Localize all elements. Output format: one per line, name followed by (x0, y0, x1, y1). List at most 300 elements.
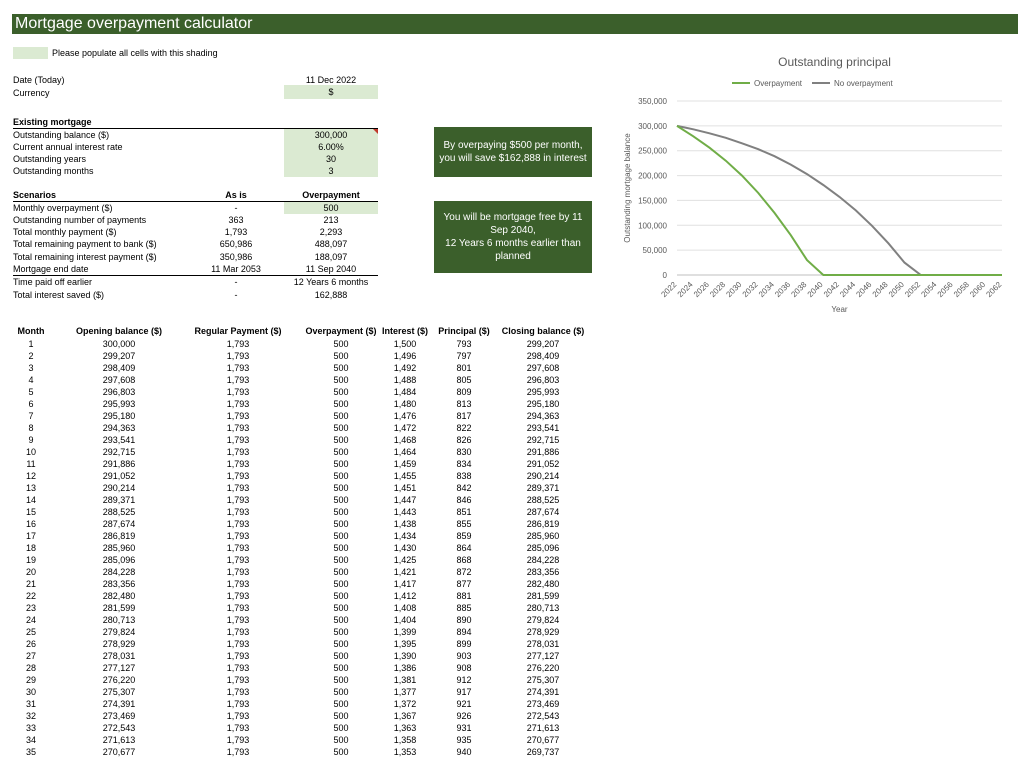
scenario-row (13, 214, 378, 226)
x-tick-label: 2054 (919, 280, 939, 299)
scenario-over: 162,888 (314, 290, 348, 300)
cell-overpayment: 500 (333, 567, 349, 577)
outstanding-months-input[interactable]: 3 (284, 165, 378, 177)
cell-principal: 935 (456, 735, 472, 745)
cell-month: 13 (25, 483, 36, 493)
cell-interest: 1,459 (393, 459, 417, 469)
cell-overpayment: 500 (333, 351, 349, 361)
x-tick-label: 2034 (756, 280, 776, 299)
savings-summary-box: By overpaying $500 per month, you will save $162,888 in interest (434, 127, 592, 177)
cell-month: 28 (25, 663, 36, 673)
amortization-table (13, 338, 613, 765)
col-overpayment-header: Overpayment (302, 190, 360, 200)
cell-overpayment: 500 (333, 639, 349, 649)
legend-label: Overpayment (754, 79, 803, 88)
cell-month: 19 (25, 555, 36, 565)
table-row (13, 482, 613, 494)
cell-principal: 864 (456, 543, 472, 553)
cell-opening-balance: 274,391 (102, 699, 136, 709)
x-tick-label: 2062 (984, 280, 1004, 299)
x-tick-label: 2046 (854, 280, 874, 299)
cell-closing-balance: 291,886 (526, 447, 560, 457)
currency-row (13, 87, 378, 99)
scenario-over: 11 Sep 2040 (305, 264, 357, 274)
cell-regular-payment: 1,793 (226, 351, 250, 361)
scenario-asis: 350,986 (219, 252, 253, 262)
cell-closing-balance: 269,737 (526, 747, 560, 757)
cell-principal: 834 (456, 459, 472, 469)
cell-principal: 917 (456, 687, 472, 697)
cell-principal: 931 (456, 723, 472, 733)
cell-closing-balance: 293,541 (526, 423, 560, 433)
cell-opening-balance: 291,886 (102, 459, 136, 469)
cell-month: 15 (25, 507, 36, 517)
cell-closing-balance: 272,543 (526, 711, 560, 721)
cell-regular-payment: 1,793 (226, 507, 250, 517)
table-row (13, 458, 613, 470)
cell-interest: 1,447 (393, 495, 417, 505)
cell-month: 25 (25, 627, 36, 637)
y-axis-title: Outstanding mortgage balance (623, 133, 632, 243)
cell-principal: 894 (456, 627, 472, 637)
cell-overpayment: 500 (333, 747, 349, 757)
header-month: Month (17, 326, 45, 336)
table-row (13, 638, 613, 650)
cell-interest: 1,468 (393, 435, 417, 445)
cell-regular-payment: 1,793 (226, 579, 250, 589)
cell-closing-balance: 285,960 (526, 531, 560, 541)
col-asis-header: As is (225, 190, 247, 200)
currency-input[interactable]: $ (284, 85, 378, 99)
cell-interest: 1,386 (393, 663, 417, 673)
cell-principal: 921 (456, 699, 472, 709)
cell-principal: 877 (456, 579, 472, 589)
cell-principal: 926 (456, 711, 472, 721)
interest-rate-input[interactable]: 6.00% (284, 141, 378, 153)
date-value[interactable]: 11 Dec 2022 (305, 75, 357, 85)
cell-opening-balance: 278,031 (102, 651, 136, 661)
cell-interest: 1,381 (393, 675, 417, 685)
header-opening-balance: Opening balance ($) (75, 326, 162, 336)
cell-principal: 890 (456, 615, 472, 625)
scenario-label: Total monthly payment ($) (13, 227, 117, 237)
cell-month: 11 (26, 459, 36, 469)
cell-month: 16 (25, 519, 36, 529)
table-row (13, 398, 613, 410)
cell-overpayment: 500 (333, 687, 349, 697)
page-title: Mortgage overpayment calculator (12, 14, 1018, 34)
existing-row (13, 153, 378, 165)
chart-title: Outstanding principal (778, 55, 891, 69)
cell-overpayment: 500 (333, 531, 349, 541)
scenario-label: Total interest saved ($) (13, 290, 105, 300)
date-label: Date (Today) (13, 75, 65, 85)
cell-closing-balance: 281,599 (526, 591, 560, 601)
x-tick-label: 2042 (821, 280, 841, 299)
scenario-label: Outstanding number of payments (13, 215, 147, 225)
cell-regular-payment: 1,793 (226, 519, 250, 529)
cell-closing-balance: 298,409 (526, 351, 560, 361)
cell-month: 32 (25, 711, 36, 721)
cell-month: 23 (25, 603, 36, 613)
cell-overpayment: 500 (333, 543, 349, 553)
cell-regular-payment: 1,793 (226, 423, 250, 433)
table-row (13, 578, 613, 590)
table-row (13, 410, 613, 422)
cell-month: 26 (25, 639, 36, 649)
table-row (13, 698, 613, 710)
x-tick-label: 2030 (724, 280, 744, 299)
cell-opening-balance: 288,525 (102, 507, 136, 517)
outstanding-principal-chart (620, 48, 1020, 318)
cell-month: 21 (25, 579, 36, 589)
cell-month: 35 (25, 747, 36, 757)
cell-opening-balance: 289,371 (102, 495, 136, 505)
input-shading-swatch (13, 47, 48, 59)
cell-month: 22 (25, 591, 36, 601)
cell-closing-balance: 270,677 (526, 735, 560, 745)
cell-overpayment: 500 (333, 735, 349, 745)
cell-overpayment: 500 (333, 495, 349, 505)
cell-interest: 1,408 (393, 603, 417, 613)
cell-opening-balance: 286,819 (102, 531, 136, 541)
header-closing-balance: Closing balance ($) (501, 326, 585, 336)
x-tick-label: 2040 (805, 280, 825, 299)
table-row (13, 506, 613, 518)
cell-overpayment: 500 (333, 471, 349, 481)
cell-principal: 859 (456, 531, 472, 541)
y-tick-label: 200,000 (638, 171, 667, 181)
cell-overpayment: 500 (333, 447, 349, 457)
cell-regular-payment: 1,793 (226, 567, 250, 577)
cell-regular-payment: 1,793 (226, 711, 250, 721)
cell-regular-payment: 1,793 (226, 639, 250, 649)
x-tick-label: 2056 (935, 280, 955, 299)
cell-closing-balance: 292,715 (526, 435, 560, 445)
cell-closing-balance: 289,371 (526, 483, 560, 493)
cell-opening-balance: 297,608 (102, 375, 136, 385)
x-tick-label: 2032 (740, 280, 760, 299)
cell-overpayment: 500 (333, 555, 349, 565)
cell-opening-balance: 293,541 (102, 435, 136, 445)
cell-month: 8 (28, 423, 34, 433)
cell-month: 34 (25, 735, 36, 745)
x-tick-label: 2052 (903, 280, 923, 299)
header-interest: Interest ($) (381, 326, 428, 336)
cell-overpayment: 500 (333, 339, 349, 349)
cell-principal: 830 (456, 447, 472, 457)
cell-principal: 872 (456, 567, 472, 577)
cell-overpayment: 500 (333, 399, 349, 409)
existing-row (13, 165, 378, 177)
x-tick-label: 2048 (870, 280, 890, 299)
cell-regular-payment: 1,793 (226, 603, 250, 613)
table-row (13, 614, 613, 626)
scenario-row (13, 263, 378, 276)
cell-month: 12 (25, 471, 36, 481)
cell-regular-payment: 1,793 (226, 747, 250, 757)
scenario-asis: 650,986 (219, 239, 253, 249)
cell-principal: 842 (456, 483, 472, 493)
cell-overpayment: 500 (333, 579, 349, 589)
cell-interest: 1,476 (393, 411, 417, 421)
scenario-label: Monthly overpayment ($) (13, 203, 113, 213)
legend-label: No overpayment (834, 79, 893, 88)
outstanding-years-input[interactable]: 30 (284, 153, 378, 165)
cell-principal: 801 (456, 363, 472, 373)
cell-interest: 1,367 (393, 711, 417, 721)
x-tick-label: 2058 (951, 280, 971, 299)
cell-regular-payment: 1,793 (226, 435, 250, 445)
cell-regular-payment: 1,793 (226, 615, 250, 625)
cell-opening-balance: 299,207 (102, 351, 136, 361)
cell-opening-balance: 281,599 (102, 603, 136, 613)
cell-opening-balance: 279,824 (102, 627, 136, 637)
scenario-row (13, 202, 378, 214)
cell-regular-payment: 1,793 (226, 495, 250, 505)
cell-interest: 1,372 (393, 699, 417, 709)
cell-month: 27 (25, 651, 36, 661)
cell-month: 31 (25, 699, 36, 709)
cell-regular-payment: 1,793 (226, 459, 250, 469)
cell-principal: 912 (456, 675, 472, 685)
cell-interest: 1,363 (393, 723, 417, 733)
cell-principal: 899 (456, 639, 472, 649)
input-shading-note: Please populate all cells with this shading (52, 48, 218, 58)
scenario-label: Total remaining interest payment ($) (13, 252, 157, 262)
table-row (13, 470, 613, 482)
table-row (13, 362, 613, 374)
cell-overpayment: 500 (333, 519, 349, 529)
x-tick-label: 2044 (838, 280, 858, 299)
table-row (13, 434, 613, 446)
cell-regular-payment: 1,793 (226, 339, 250, 349)
cell-regular-payment: 1,793 (226, 723, 250, 733)
cell-overpayment: 500 (333, 663, 349, 673)
cell-closing-balance: 274,391 (526, 687, 560, 697)
cell-principal: 793 (456, 339, 472, 349)
cell-interest: 1,353 (393, 747, 417, 757)
cell-interest: 1,390 (393, 651, 417, 661)
y-tick-label: 300,000 (638, 121, 667, 131)
table-row (13, 446, 613, 458)
table-row (13, 722, 613, 734)
table-row (13, 374, 613, 386)
cell-closing-balance: 279,824 (526, 615, 560, 625)
cell-interest: 1,412 (393, 591, 417, 601)
cell-opening-balance: 298,409 (102, 363, 136, 373)
cell-regular-payment: 1,793 (226, 543, 250, 553)
cell-regular-payment: 1,793 (226, 627, 250, 637)
scenario-row (13, 238, 378, 250)
comment-indicator-icon (373, 129, 378, 134)
header-overpayment: Overpayment ($) (305, 326, 377, 336)
table-row (13, 674, 613, 686)
cell-closing-balance: 271,613 (526, 723, 560, 733)
cell-principal: 809 (456, 387, 472, 397)
cell-closing-balance: 287,674 (526, 507, 560, 517)
cell-interest: 1,430 (393, 543, 417, 553)
cell-interest: 1,438 (393, 519, 417, 529)
scenario-asis: - (234, 277, 238, 287)
cell-principal: 817 (456, 411, 472, 421)
cell-month: 14 (25, 495, 36, 505)
cell-regular-payment: 1,793 (226, 363, 250, 373)
existing-row (13, 129, 378, 141)
cell-principal: 797 (456, 351, 472, 361)
cell-regular-payment: 1,793 (226, 675, 250, 685)
table-row (13, 386, 613, 398)
scenario-row (13, 289, 378, 301)
y-tick-label: 350,000 (638, 97, 667, 106)
cell-interest: 1,425 (393, 555, 417, 565)
cell-overpayment: 500 (333, 675, 349, 685)
mortgage-free-summary-box (434, 201, 592, 273)
cell-opening-balance: 295,993 (102, 399, 136, 409)
cell-month: 17 (25, 531, 36, 541)
cell-month: 7 (28, 411, 34, 421)
table-row (13, 686, 613, 698)
cell-regular-payment: 1,793 (226, 591, 250, 601)
scenario-over: 2,293 (319, 227, 343, 237)
cell-overpayment: 500 (333, 435, 349, 445)
x-tick-label: 2022 (659, 280, 679, 299)
cell-overpayment: 500 (333, 507, 349, 517)
cell-closing-balance: 284,228 (526, 555, 560, 565)
cell-overpayment: 500 (333, 603, 349, 613)
cell-interest: 1,417 (393, 579, 417, 589)
cell-month: 2 (28, 351, 34, 361)
table-row (13, 422, 613, 434)
cell-opening-balance: 287,674 (102, 519, 136, 529)
table-row (13, 542, 613, 554)
scenario-over: 188,097 (314, 252, 348, 262)
mortgage-free-line1: You will be mortgage free by 11 Sep 2040, (443, 212, 583, 236)
cell-month: 18 (25, 543, 36, 553)
cell-overpayment: 500 (333, 711, 349, 721)
cell-closing-balance: 276,220 (526, 663, 560, 673)
cell-principal: 908 (456, 663, 472, 673)
scenario-row (13, 226, 378, 238)
cell-month: 10 (25, 447, 36, 457)
table-row (13, 602, 613, 614)
cell-opening-balance: 291,052 (102, 471, 136, 481)
cell-opening-balance: 275,307 (102, 687, 136, 697)
cell-closing-balance: 297,608 (526, 363, 560, 373)
cell-closing-balance: 291,052 (526, 459, 560, 469)
scenario-over: 213 (323, 215, 339, 225)
scenario-row (13, 251, 378, 263)
scenario-label: Time paid off earlier (13, 277, 93, 287)
cell-opening-balance: 270,677 (102, 747, 136, 757)
cell-regular-payment: 1,793 (226, 663, 250, 673)
cell-opening-balance: 280,713 (102, 615, 136, 625)
existing-label: Outstanding balance ($) (13, 130, 110, 140)
cell-opening-balance: 295,180 (102, 411, 136, 421)
scenario-asis: 1,793 (224, 227, 248, 237)
scenario-asis: - (234, 203, 238, 213)
cell-opening-balance: 276,220 (102, 675, 136, 685)
cell-regular-payment: 1,793 (226, 531, 250, 541)
scenario-asis: - (234, 290, 238, 300)
monthly-overpayment-input[interactable]: 500 (284, 202, 378, 214)
cell-overpayment: 500 (333, 627, 349, 637)
outstanding-balance-input[interactable]: 300,000 (284, 129, 378, 141)
cell-principal: 813 (456, 399, 472, 409)
cell-interest: 1,492 (393, 363, 417, 373)
cell-month: 6 (28, 399, 34, 409)
cell-overpayment: 500 (333, 423, 349, 433)
header-regular-payment: Regular Payment ($) (194, 326, 282, 336)
cell-month: 33 (25, 723, 36, 733)
cell-month: 4 (28, 375, 34, 385)
cell-overpayment: 500 (333, 375, 349, 385)
cell-interest: 1,455 (393, 471, 417, 481)
cell-interest: 1,464 (393, 447, 417, 457)
y-tick-label: 150,000 (638, 196, 667, 206)
cell-opening-balance: 285,960 (102, 543, 136, 553)
cell-principal: 846 (456, 495, 472, 505)
cell-overpayment: 500 (333, 651, 349, 661)
cell-interest: 1,488 (393, 375, 417, 385)
table-row (13, 734, 613, 746)
cell-closing-balance: 280,713 (526, 603, 560, 613)
cell-principal: 822 (456, 423, 472, 433)
x-tick-label: 2038 (789, 280, 809, 299)
cell-principal: 805 (456, 375, 472, 385)
cell-principal: 826 (456, 435, 472, 445)
cell-regular-payment: 1,793 (226, 735, 250, 745)
cell-regular-payment: 1,793 (226, 699, 250, 709)
cell-principal: 903 (456, 651, 472, 661)
cell-principal: 940 (456, 747, 472, 757)
cell-regular-payment: 1,793 (226, 651, 250, 661)
table-row (13, 710, 613, 722)
cell-overpayment: 500 (333, 699, 349, 709)
cell-interest: 1,395 (393, 639, 417, 649)
cell-closing-balance: 282,480 (526, 579, 560, 589)
existing-row (13, 141, 378, 153)
cell-overpayment: 500 (333, 723, 349, 733)
cell-interest: 1,496 (393, 351, 417, 361)
cell-interest: 1,399 (393, 627, 417, 637)
x-tick-label: 2024 (675, 280, 695, 299)
cell-month: 9 (28, 435, 34, 445)
existing-label: Outstanding months (13, 166, 94, 176)
cell-month: 3 (28, 363, 34, 373)
y-tick-label: 250,000 (638, 146, 667, 156)
x-tick-label: 2026 (691, 280, 711, 299)
cell-month: 24 (25, 615, 36, 625)
y-tick-label: 0 (662, 271, 667, 280)
cell-opening-balance: 285,096 (102, 555, 136, 565)
cell-opening-balance: 278,929 (102, 639, 136, 649)
cell-closing-balance: 286,819 (526, 519, 560, 529)
cell-overpayment: 500 (333, 411, 349, 421)
table-row (13, 554, 613, 566)
cell-interest: 1,404 (393, 615, 417, 625)
cell-principal: 885 (456, 603, 472, 613)
cell-overpayment: 500 (333, 459, 349, 469)
cell-closing-balance: 295,180 (526, 399, 560, 409)
scenario-label: Total remaining payment to bank ($) (13, 239, 157, 249)
cell-regular-payment: 1,793 (226, 471, 250, 481)
existing-label: Current annual interest rate (13, 142, 123, 152)
cell-month: 5 (28, 387, 34, 397)
cell-closing-balance: 273,469 (526, 699, 560, 709)
table-row (13, 590, 613, 602)
cell-closing-balance: 278,929 (526, 627, 560, 637)
